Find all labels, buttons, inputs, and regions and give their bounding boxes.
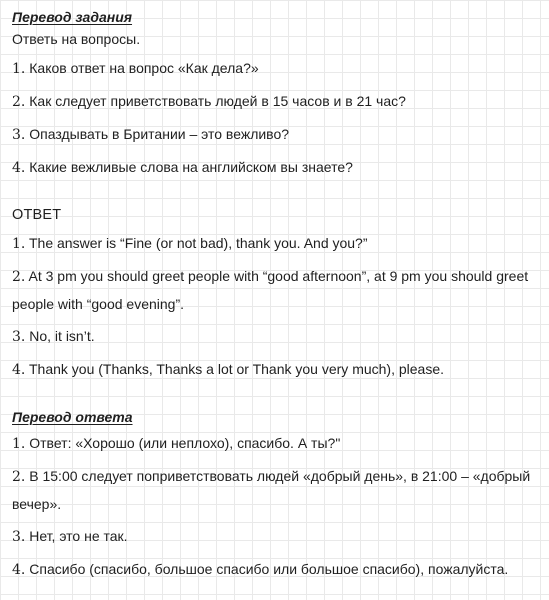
item-number: 3. [12,529,26,545]
item-text: No, it isn’t. [29,328,95,344]
item-text: Опаздывать в Британии – это вежливо? [29,126,290,142]
task-section [12,6,539,182]
item-number: 3. [12,127,26,143]
task-heading: Перевод задания [12,9,133,25]
item-text: At 3 pm you should greet people with “good afternoon”, at 9 pm you should greet people with “good evening”. [12,268,529,312]
item-text: Ответ: «Хорошо (или неплохо), спасибо. А ты?" [29,435,341,451]
translation-item [12,523,539,551]
item-number: 4. [12,362,26,378]
answer-translation-heading: Перевод ответа [12,409,133,425]
translation-item [12,463,539,518]
item-text: Как следует приветствовать людей в 15 часов и в 21 час? [29,93,406,109]
item-text: The answer is “Fine (or not bad), thank you. And you?” [29,235,368,251]
item-number: 2. [12,94,26,110]
answer-heading: ОТВЕТ [12,207,62,223]
task-item [12,88,539,116]
item-number: 1. [12,436,26,452]
task-item [12,121,539,149]
item-text: Thank you (Thanks, Thanks a lot or Thank you very much), please. [29,361,445,377]
translation-item [12,430,539,458]
answer-item [12,356,539,384]
item-number: 4. [12,562,26,578]
item-text: В 15:00 следует поприветствовать людей «добрый день», в 21:00 – «добрый вечер». [12,468,531,512]
answer-item [12,230,539,258]
translation-item [12,556,539,584]
answer-section [12,204,539,384]
item-number: 2. [12,269,26,285]
item-text: Нет, это не так. [29,528,128,544]
task-item [12,55,539,83]
task-item [12,154,539,182]
item-text: Каков ответ на вопрос «Как дела?» [29,60,259,76]
answer-item [12,323,539,351]
answer-item [12,263,539,318]
item-number: 3. [12,329,26,345]
task-intro: Ответь на вопросы. [12,31,141,47]
item-text: Спасибо (спасибо, большое спасибо или большое спасибо), пожалуйста. [29,561,509,577]
item-number: 1. [12,236,26,252]
item-number: 2. [12,469,26,485]
item-number: 4. [12,160,26,176]
answer-translation-section [12,406,539,584]
item-number: 1. [12,61,26,77]
item-text: Какие вежливые слова на английском вы знаете? [29,159,353,175]
